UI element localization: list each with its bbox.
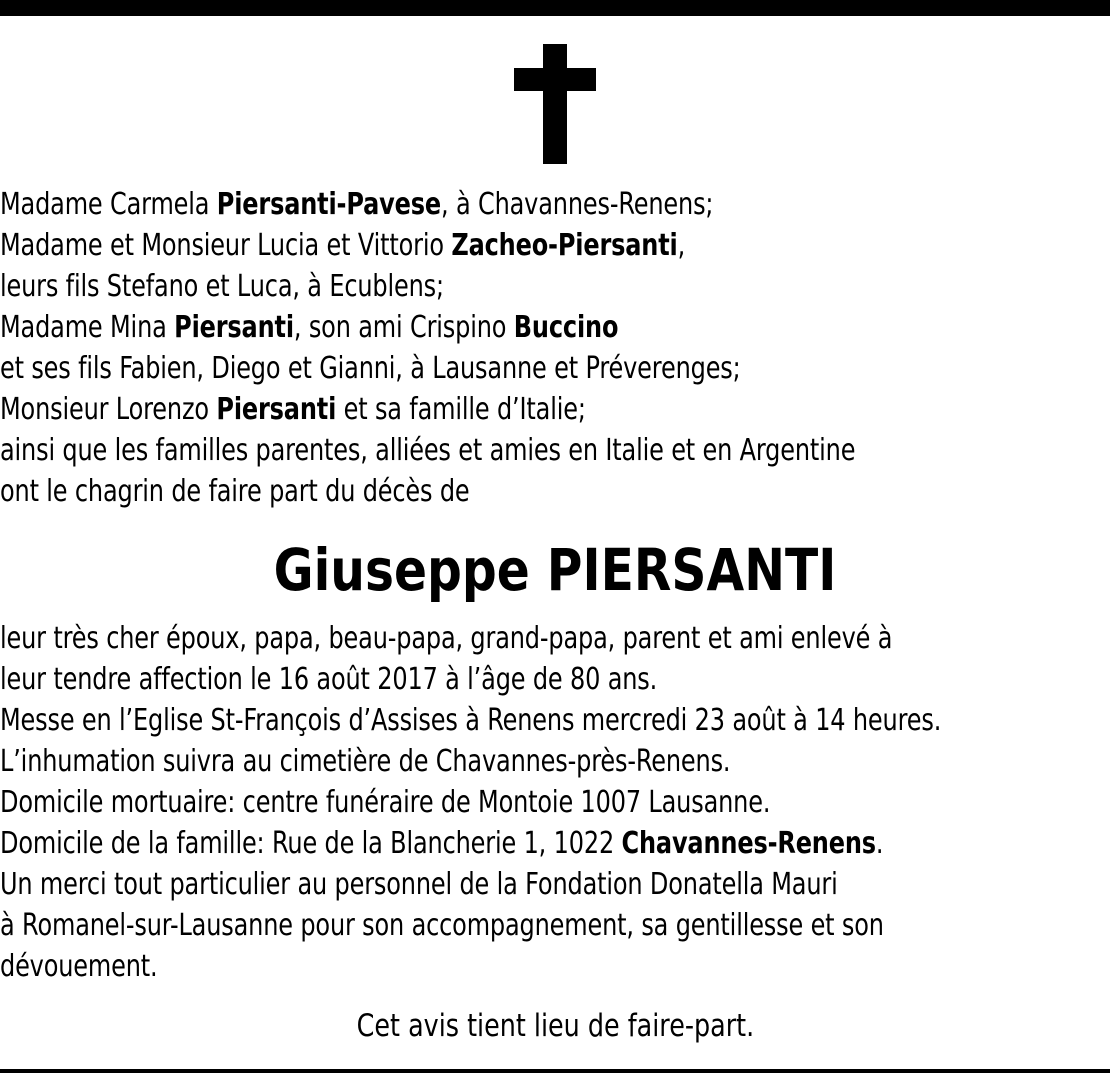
deceased-name: Giuseppe PIERSANTI (273, 536, 837, 604)
bottom-border-rule (0, 1069, 1110, 1073)
detail-line: Messe en l’Eglise St-François d’Assises à Renens mercredi 23 août à 14 heures. (0, 703, 942, 738)
family-line: leurs fils Stefano et Luca, à Ecublens; (0, 269, 444, 304)
detail-line: Un merci tout particulier au personnel de la Fondation Donatella Mauri (0, 867, 838, 902)
detail-line: Domicile de la famille: Rue de la Blancherie 1, 1022 Chavannes-Renens. (0, 826, 884, 861)
detail-line: L’inhumation suivra au cimetière de Chavannes-près-Renens. (0, 744, 731, 779)
detail-line: leur tendre affection le 16 août 2017 à l’âge de 80 ans. (0, 662, 658, 697)
detail-line: Domicile mortuaire: centre funéraire de Montoie 1007 Lausanne. (0, 785, 771, 820)
family-line: et ses fils Fabien, Diego et Gianni, à Lausanne et Préverenges; (0, 351, 741, 386)
family-line: Madame Carmela Piersanti-Pavese, à Chavannes-Renens; (0, 187, 714, 222)
detail-line: leur très cher époux, papa, beau-papa, grand-papa, parent et ami enlevé à (0, 621, 893, 656)
family-line: Monsieur Lorenzo Piersanti et sa famille d’Italie; (0, 392, 586, 427)
family-line: ont le chagrin de faire part du décès de (0, 474, 470, 509)
detail-line: à Romanel-sur-Lausanne pour son accompagnement, sa gentillesse et son (0, 908, 884, 943)
family-announcement (0, 184, 1110, 512)
closing-note: Cet avis tient lieu de faire-part. (356, 1008, 754, 1044)
top-border-rule (0, 0, 1110, 16)
family-line: ainsi que les familles parentes, alliées et amies en Italie et en Argentine (0, 433, 856, 468)
latin-cross-icon (514, 44, 596, 164)
family-line: Madame Mina Piersanti, son ami Crispino Buccino (0, 310, 619, 345)
family-line: Madame et Monsieur Lucia et Vittorio Zacheo-Piersanti, (0, 228, 686, 263)
obituary-details (0, 618, 1110, 987)
detail-line: dévouement. (0, 949, 158, 984)
